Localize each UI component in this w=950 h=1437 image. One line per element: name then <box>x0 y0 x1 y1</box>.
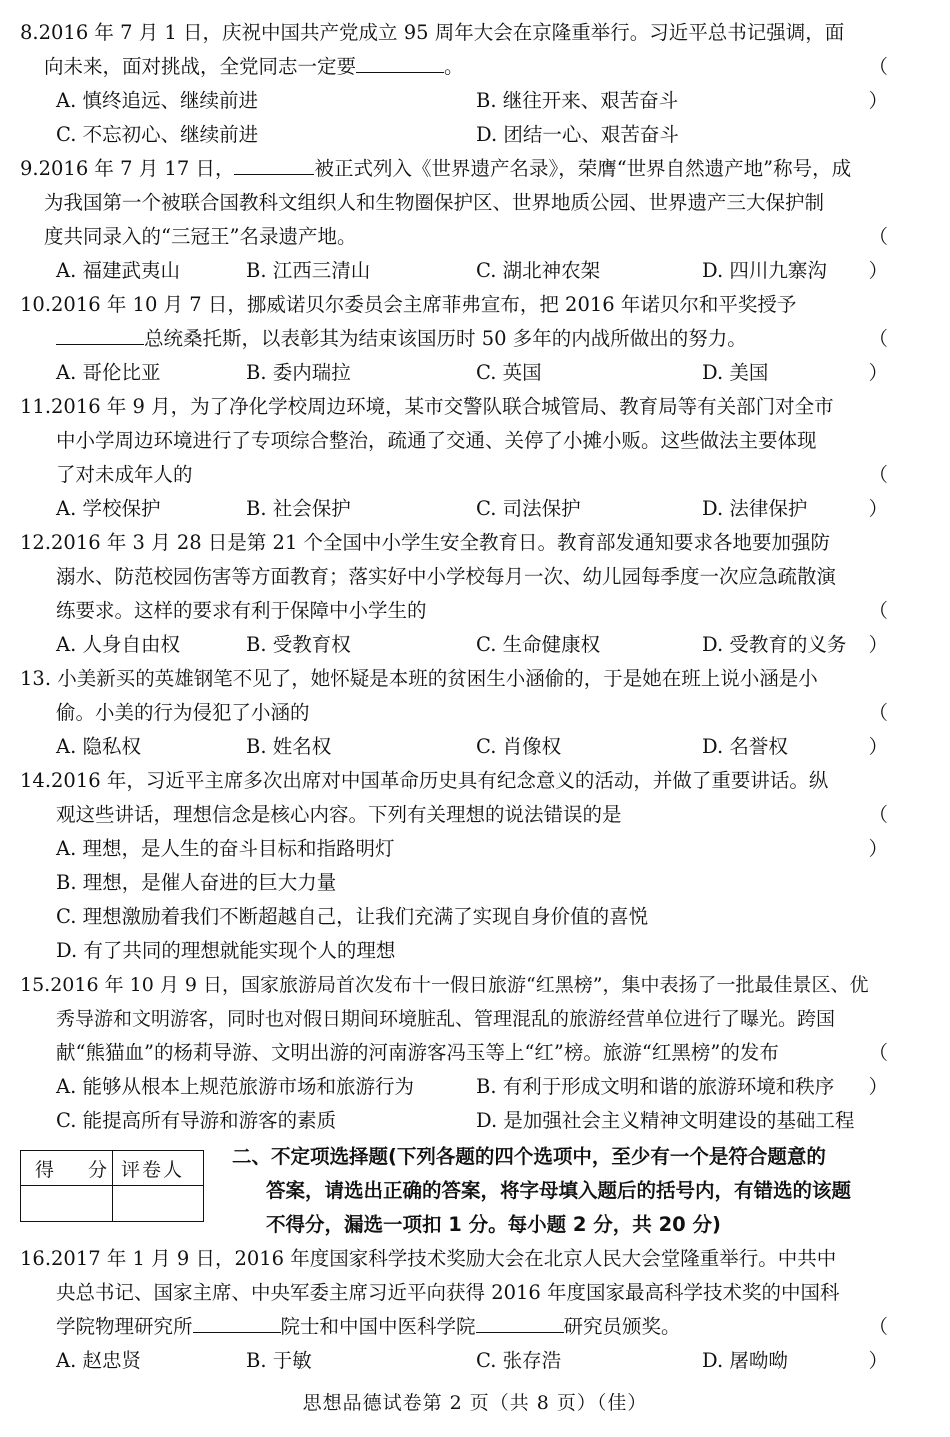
option-a: A. 人身自由权 <box>56 633 180 656</box>
option-c: C. 不忘初心、继续前进 <box>56 123 259 146</box>
option-b: B. 受教育权 <box>246 633 351 656</box>
option-c: C. 生命健康权 <box>476 633 601 656</box>
option-c: C. 张存浩 <box>476 1349 562 1372</box>
option-a: A. 学校保护 <box>56 497 161 520</box>
question-text: 学院物理研究所 <box>56 1315 193 1338</box>
section-2-header <box>232 1140 928 1242</box>
question-line: 11.2016 年 9 月，为了净化学校周边环境，某市交警队联合城管局、教育局等有关部门对全市 <box>20 395 834 418</box>
option-d: D. 受教育的义务 <box>702 633 847 656</box>
option-d: D. 有了共同的理想就能实现个人的理想 <box>56 939 396 962</box>
option-d: D. 美国 <box>702 361 769 384</box>
question-text: 。 <box>444 55 464 78</box>
score-box <box>20 1150 204 1222</box>
option-d: D. 是加强社会主义精神文明建设的基础工程 <box>476 1109 855 1132</box>
option-b: B. 理想，是催人奋进的巨大力量 <box>56 871 337 894</box>
option-b: B. 有利于形成文明和谐的旅游环境和秩序 <box>476 1075 835 1098</box>
answer-blank <box>476 1314 564 1333</box>
option-d: D. 法律保护 <box>702 497 808 520</box>
option-c: C. 肖像权 <box>476 735 562 758</box>
answer-paren: （ ） <box>868 803 928 860</box>
section-line: 二、不定项选择题(下列各题的四个选项中，至少有一个是符合题意的 <box>232 1145 826 1168</box>
option-c: C. 英国 <box>476 361 542 384</box>
question-line <box>56 1310 681 1344</box>
option-d: D. 名誉权 <box>702 735 788 758</box>
question-line: 10.2016 年 10 月 7 日，挪威诺贝尔委员会主席菲弗宣布，把 2016 年诺贝尔和平奖授予 <box>20 293 797 316</box>
question-line: 央总书记、国家主席、中央军委主席习近平向获得 2016 年度国家最高科学技术奖的中国科 <box>56 1281 840 1304</box>
question-line: 观这些讲话，理想信念是核心内容。下列有关理想的说法错误的是 <box>56 803 622 826</box>
question-line: 为我国第一个被联合国教科文组织人和生物圈保护区、世界地质公园、世界遗产三大保护制 <box>44 191 825 214</box>
option-c: C. 湖北神农架 <box>476 259 601 282</box>
question-line: 了对未成年人的 <box>56 463 193 486</box>
question-text: 9.2016 年 7 月 17 日， <box>20 157 235 180</box>
question-line: 练要求。这样的要求有利于保障中小学生的 <box>56 599 427 622</box>
option-c: C. 司法保护 <box>476 497 581 520</box>
answer-paren: （ ） <box>868 1041 928 1098</box>
option-b: B. 继往开来、艰苦奋斗 <box>476 89 679 112</box>
question-line: 13. 小美新买的英雄钢笔不见了，她怀疑是本班的贫困生小涵偷的，于是她在班上说小涵是小 <box>20 667 818 690</box>
answer-paren: （ ） <box>868 701 928 758</box>
question-line <box>44 50 464 84</box>
option-b: B. 社会保护 <box>246 497 351 520</box>
answer-blank <box>193 1314 281 1333</box>
option-c: C. 能提高所有导游和游客的素质 <box>56 1109 337 1132</box>
question-line: 8.2016 年 7 月 1 日，庆祝中国共产党成立 95 周年大会在京隆重举行。习近平总书记强调，面 <box>20 21 845 44</box>
option-a: A. 隐私权 <box>56 735 141 758</box>
page-footer: 思想品德试卷第 2 页（共 8 页）（佳） <box>302 1392 648 1414</box>
question-line: 偷。小美的行为侵犯了小涵的 <box>56 701 310 724</box>
question-line: 度共同录入的“三冠王”名录遗产地。 <box>44 225 357 248</box>
answer-blank <box>56 326 144 345</box>
question-line: 秀导游和文明游客，同时也对假日期间环境脏乱、管理混乱的旅游经营单位进行了曝光。跨国 <box>56 1008 836 1030</box>
question-line <box>20 152 851 186</box>
answer-paren: （ ） <box>868 1315 928 1372</box>
question-line: 14.2016 年，习近平主席多次出席对中国革命历史具有纪念意义的活动，并做了重要讲话。纵 <box>20 769 829 792</box>
option-d: D. 四川九寨沟 <box>702 259 827 282</box>
answer-paren: （ ） <box>868 463 928 520</box>
section-line: 不得分，漏选一项扣 1 分。每小题 2 分，共 20 分) <box>266 1213 721 1236</box>
option-d: D. 团结一心、艰苦奋斗 <box>476 123 679 146</box>
section-line: 答案，请选出正确的答案，将字母填入题后的括号内，有错选的该题 <box>266 1179 852 1202</box>
option-b: B. 姓名权 <box>246 735 332 758</box>
option-b: B. 江西三清山 <box>246 259 371 282</box>
option-a: A. 哥伦比亚 <box>56 361 161 384</box>
question-line: 12.2016 年 3 月 28 日是第 21 个全国中小学生安全教育日。教育部发通知要求各地要加强防 <box>20 531 831 554</box>
answer-blank <box>356 54 444 73</box>
option-a: A. 福建武夷山 <box>56 259 180 282</box>
question-text: 总统桑托斯，以表彰其为结束该国历时 50 多年的内战所做出的努力。 <box>144 327 747 350</box>
answer-paren: （ ） <box>868 599 928 656</box>
answer-paren: （ ） <box>868 327 928 384</box>
question-text: 向未来，面对挑战，全党同志一定要 <box>44 55 357 78</box>
question-text: 院士和中国中医科学院 <box>280 1315 476 1338</box>
option-d: D. 屠呦呦 <box>702 1349 788 1372</box>
question-line: 15.2016 年 10 月 9 日，国家旅游局首次发布十一假日旅游“红黑榜”，集中表扬了一批最佳景区、优 <box>20 974 869 996</box>
option-a: A. 理想，是人生的奋斗目标和指路明灯 <box>56 837 395 860</box>
option-c: C. 理想激励着我们不断超越自己，让我们充满了实现自身价值的喜悦 <box>56 905 649 928</box>
score-label: 得 分 <box>35 1159 122 1181</box>
grader-label: 评卷人 <box>121 1159 185 1181</box>
question-text: 被正式列入《世界遗产名录》，荣膺“世界自然遗产地”称号，成 <box>314 157 852 180</box>
question-line: 献“熊猫血”的杨莉导游、文明出游的河南游客冯玉等上“红”榜。旅游“红黑榜”的发布 <box>56 1041 779 1064</box>
question-text: 研究员颁奖。 <box>563 1315 681 1338</box>
question-line: 溺水、防范校园伤害等方面教育；落实好中小学校每月一次、幼儿园每季度一次应急疏散演 <box>56 565 837 588</box>
option-b: B. 委内瑞拉 <box>246 361 351 384</box>
question-line: 中小学周边环境进行了专项综合整治，疏通了交通、关停了小摊小贩。这些做法主要体现 <box>56 429 817 452</box>
question-line: 16.2017 年 1 月 9 日，2016 年度国家科学技术奖励大会在北京人民大会堂隆重举行。中共中 <box>20 1247 837 1270</box>
answer-blank <box>234 156 314 175</box>
option-a: A. 赵忠贤 <box>56 1349 141 1372</box>
option-a: A. 能够从根本上规范旅游市场和旅游行为 <box>56 1075 414 1098</box>
option-b: B. 于敏 <box>246 1349 312 1372</box>
question-line <box>56 322 747 356</box>
option-a: A. 慎终追远、继续前进 <box>56 89 258 112</box>
answer-paren: （ ） <box>868 55 928 112</box>
answer-paren: （ ） <box>868 225 928 282</box>
